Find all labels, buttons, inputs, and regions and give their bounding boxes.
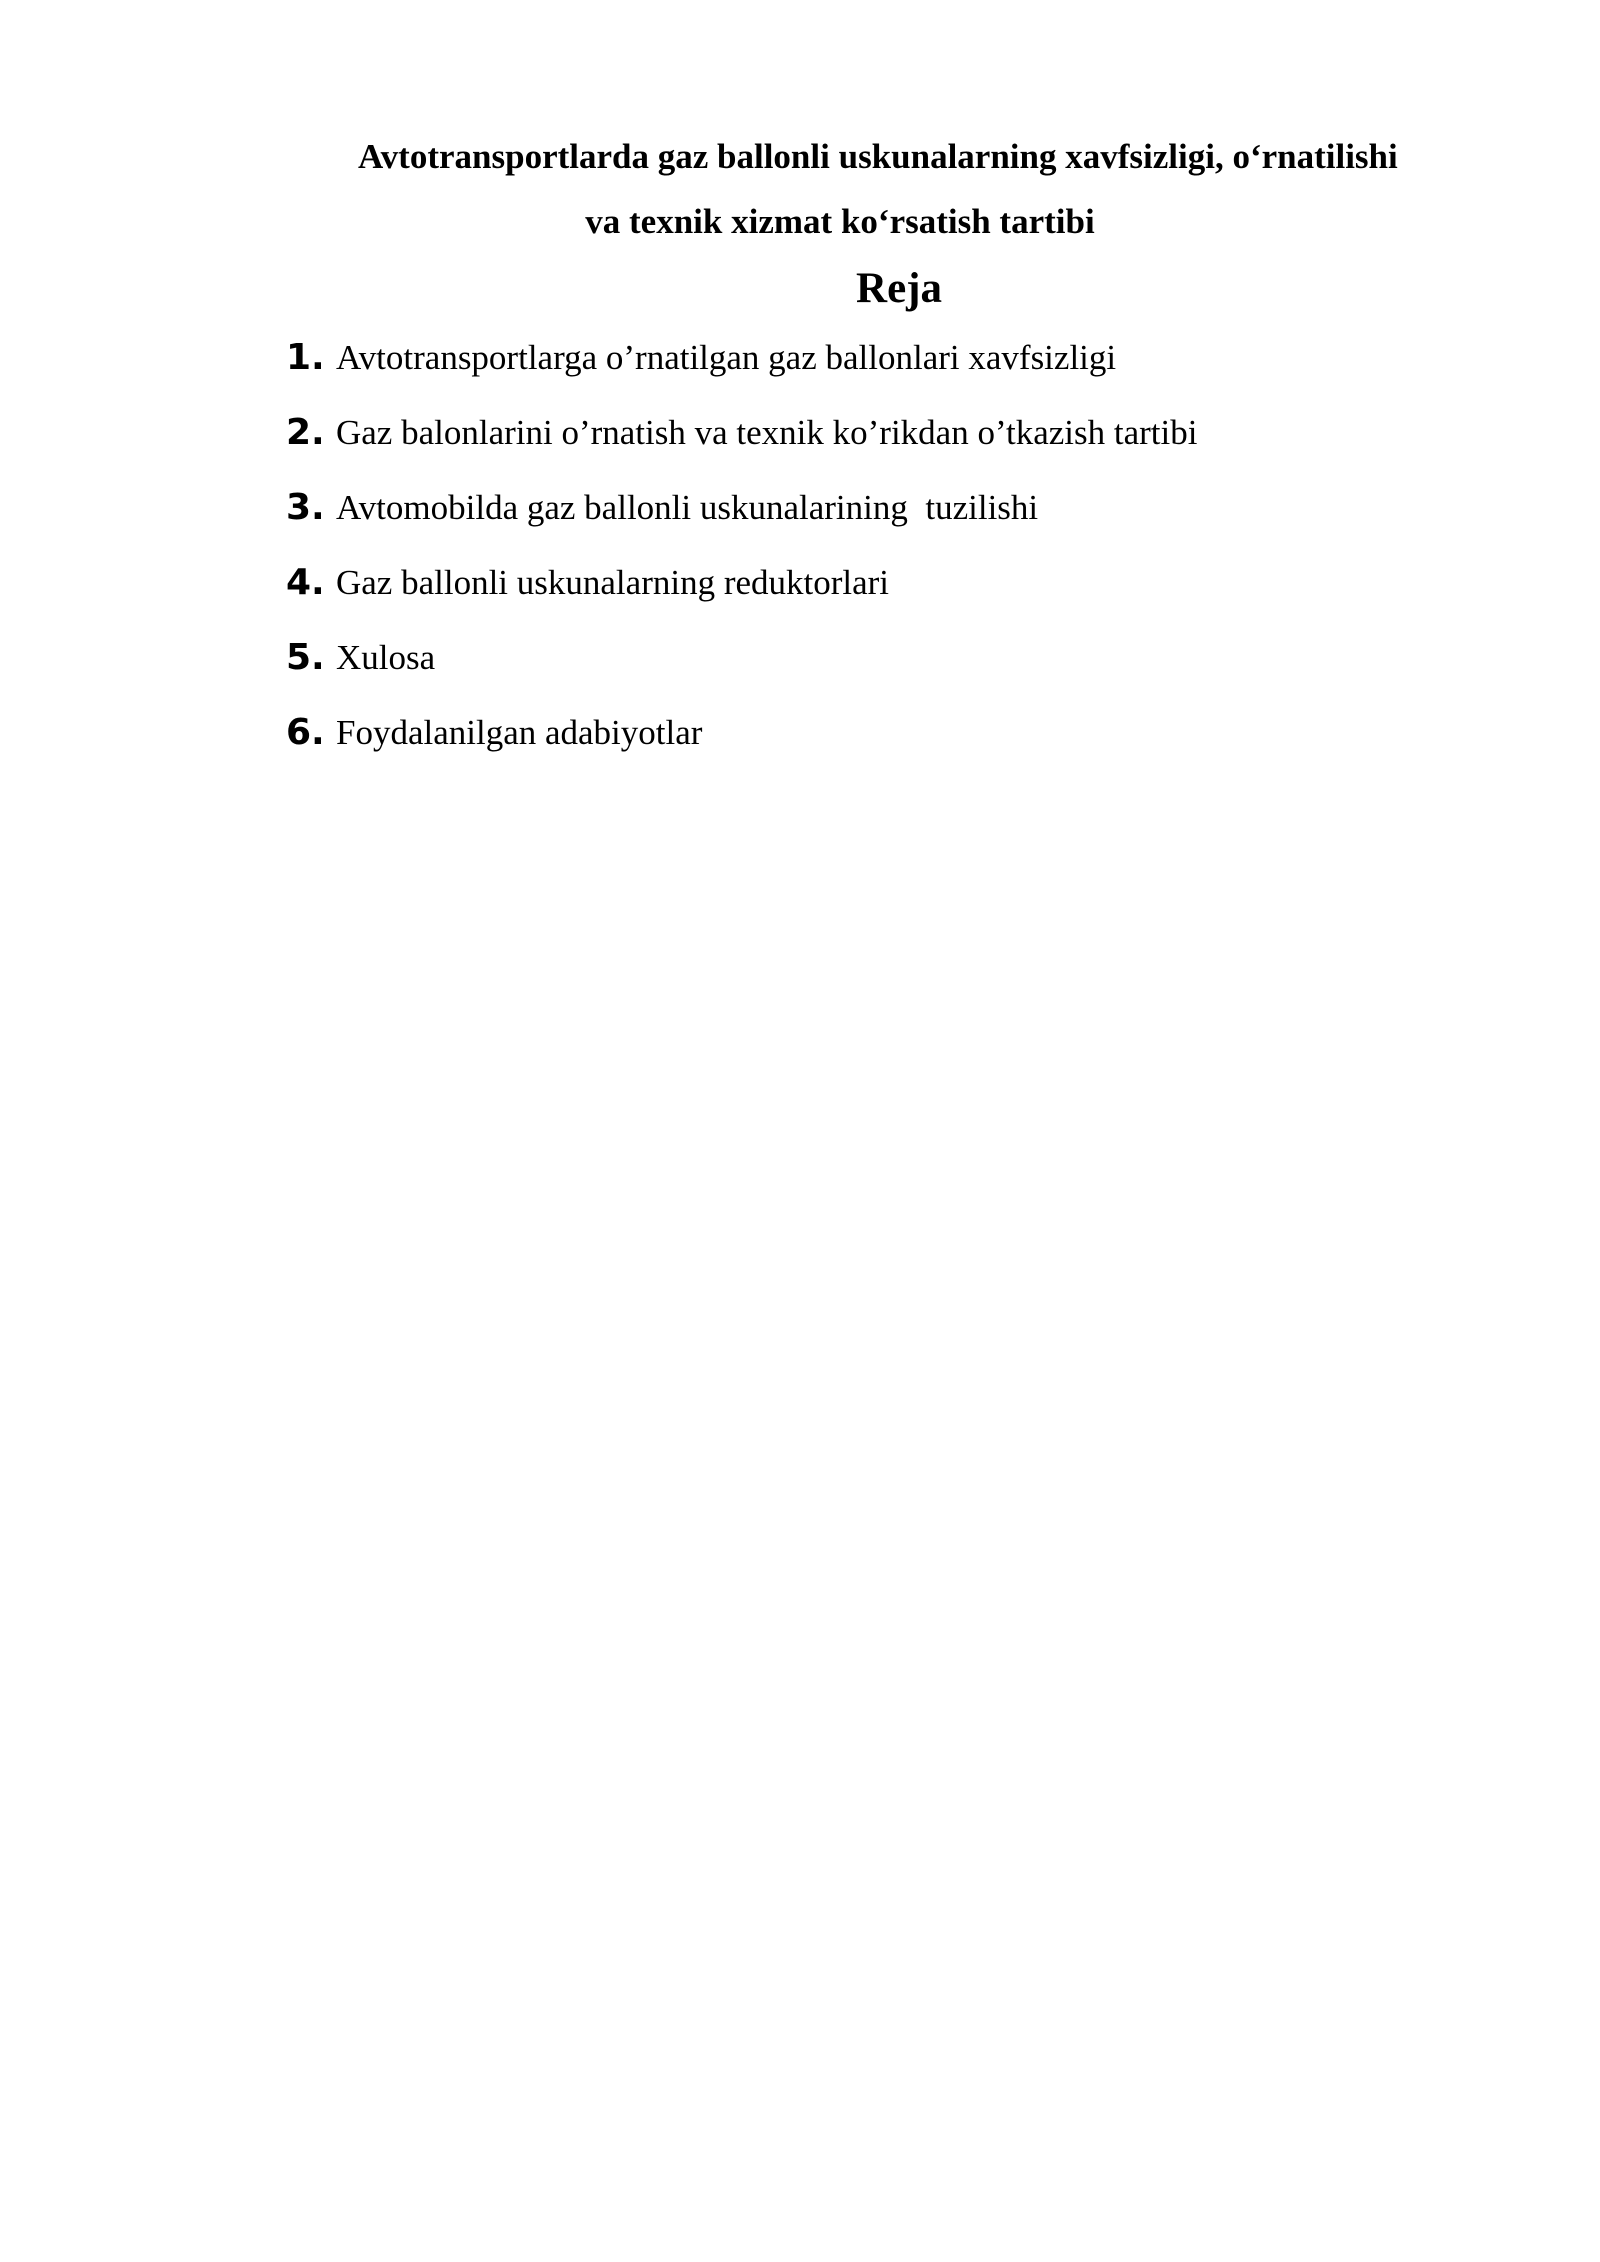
plan-item-text: Gaz balonlarini o’rnatish va texnik ko’rikdan o’tkazish tartibi [336, 413, 1198, 452]
plan-item-number: 3. [286, 487, 325, 528]
plan-item [286, 337, 1197, 412]
plan-item [286, 487, 1197, 562]
plan-item [286, 712, 1197, 787]
plan-item-number: 1. [286, 337, 325, 378]
plan-item [286, 637, 1197, 712]
plan-item-number: 2. [286, 412, 325, 453]
plan-heading: Reja [856, 265, 942, 312]
plan-item-text: Foydalanilgan adabiyotlar [336, 713, 703, 752]
plan-item-number: 5. [286, 637, 325, 678]
plan-item [286, 562, 1197, 637]
plan-item-number: 6. [286, 712, 325, 753]
document-title-line-2: va texnik xizmat ko‘rsatish tartibi [585, 202, 1095, 241]
plan-item-number: 4. [286, 562, 325, 603]
plan-item [286, 412, 1197, 487]
plan-item-text: Avtomobilda gaz ballonli uskunalarining tuzilishi [336, 488, 1039, 527]
document-title-line-1: Avtotransportlarda gaz ballonli uskunalarning xavfsizligi, o‘rnatilishi [358, 137, 1398, 176]
plan-item-text: Avtotransportlarga o’rnatilgan gaz ballonlari xavfsizligi [336, 338, 1117, 377]
plan-item-text: Gaz ballonli uskunalarning reduktorlari [336, 563, 890, 602]
plan-item-text: Xulosa [336, 638, 436, 677]
plan-list [286, 337, 1197, 787]
